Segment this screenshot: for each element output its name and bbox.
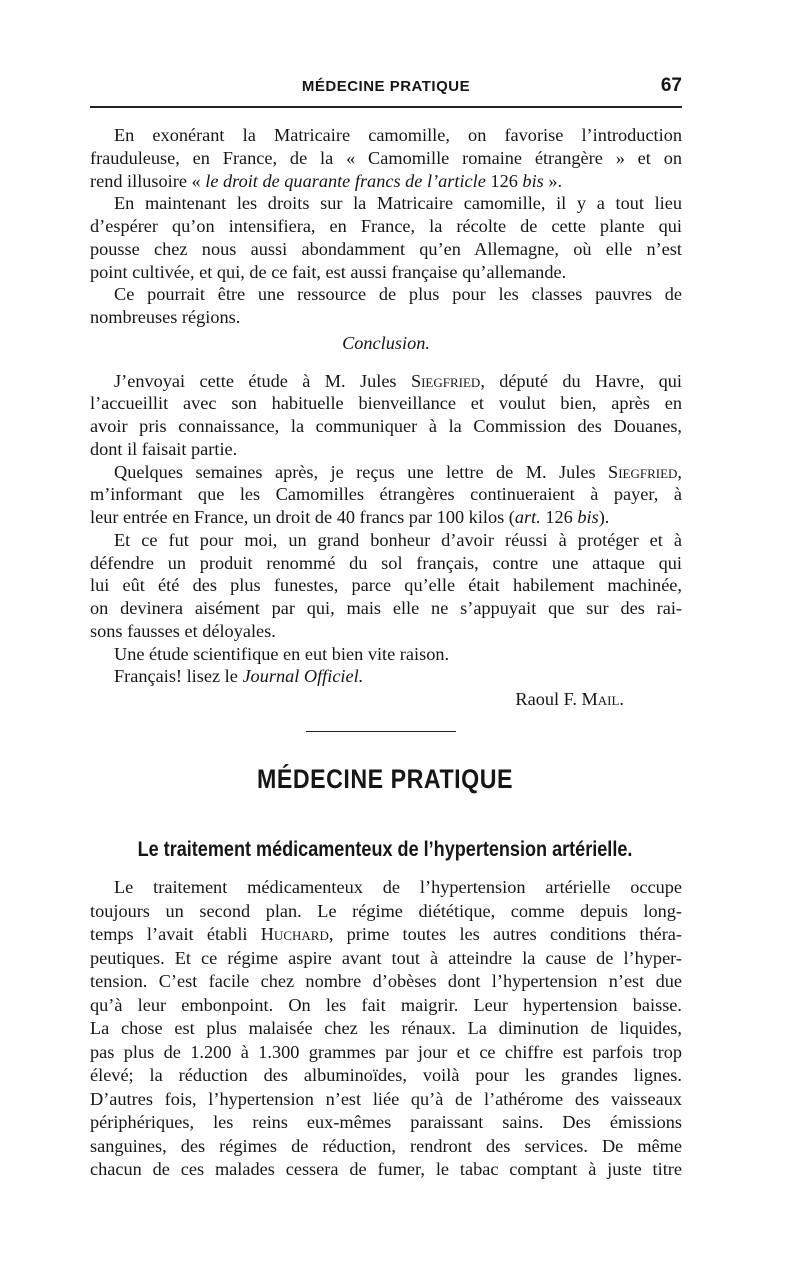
small-caps-name: Siegfried — [608, 461, 678, 482]
conclusion-heading: Conclusion. — [342, 332, 430, 353]
text-line: Et ce fut pour moi, un grand bonheur d’avoir réussi à protéger et à — [114, 529, 682, 550]
text-line: d’espérer qu’on intensifiera, en France, la récolte de cette plante qui — [90, 216, 682, 236]
text-run: temps l’avait établi — [90, 924, 261, 944]
section-separator-rule — [306, 731, 456, 732]
text-line: point cultivée, et qui, de ce fait, est aussi française qu’allemande. — [90, 261, 567, 282]
article-title: Le traitement médicamenteux de l’hypertension artérielle. — [137, 838, 633, 861]
text-run: , — [677, 461, 682, 482]
text-line — [90, 923, 682, 947]
text-run: J’envoyai cette étude à M. Jules — [114, 370, 411, 391]
text-line: Une étude scientifique en eut bien vite raison. — [114, 643, 450, 664]
text-run: leur entrée en France, un droit de 40 francs par 100 kilos ( — [90, 507, 515, 527]
italic-text: art. — [514, 507, 541, 527]
text-line: D’autres fois, l’hypertension n’est liée qu’à de l’athérome des vaisseaux — [90, 1088, 682, 1109]
signature-surname: Mail — [581, 689, 620, 709]
text-line: élevé; la réduction des albuminoïdes, voilà pour les grandes lignes. — [90, 1065, 682, 1085]
text-run: , député du Havre, qui — [480, 370, 683, 391]
text-line: Ce pourrait être une ressource de plus pour les classes pauvres de — [114, 284, 682, 305]
text-line: m’informant que les Camomilles étrangères continueraient à payer, à — [90, 484, 682, 505]
text-line: nombreuses régions. — [90, 307, 241, 327]
text-line: on devinera aisément par qui, mais elle ne s’appuyait que sur des rai- — [90, 598, 682, 618]
text-line — [90, 461, 682, 484]
text-line: toujours un second plan. Le régime diététique, comme depuis long- — [90, 900, 682, 921]
text-line: pas plus de 1.200 à 1.300 grammes par jour et ce chiffre est parfois trop — [90, 1041, 682, 1062]
text-run: ). — [598, 507, 610, 527]
text-line — [90, 170, 682, 193]
text-line: défendre un produit renommé du sol français, contre une attaque qui — [90, 552, 682, 573]
small-caps-name: Huchard — [260, 924, 329, 944]
text-line — [90, 506, 682, 529]
text-run: . — [619, 689, 624, 709]
header-rule — [90, 106, 682, 108]
text-line — [90, 665, 682, 688]
text-run: Français! lisez le — [114, 666, 243, 687]
text-line: La chose est plus malaisée chez les rénaux. La diminution de liquides, — [90, 1018, 682, 1038]
text-run: ». — [543, 170, 563, 191]
text-run: 126 — [540, 507, 578, 527]
text-line: sons fausses et déloyales. — [90, 620, 276, 641]
section-title: MÉDECINE PRATIQUE — [256, 764, 514, 794]
text-run: Quelques semaines après, je reçus une lettre de M. Jules — [114, 461, 609, 482]
running-head — [90, 75, 682, 101]
text-run: , prime toutes les autres conditions théra- — [328, 924, 682, 944]
italic-text: Journal Officiel. — [242, 666, 364, 687]
text-run: 126 — [485, 170, 523, 191]
text-line: peutiques. Et ce régime aspire avant tout à atteindre la cause de l’hyper- — [90, 947, 682, 968]
italic-text: bis — [577, 507, 599, 527]
text-line: En maintenant les droits sur la Matricaire camomille, il y a tout lieu — [114, 193, 682, 214]
text-line: l’accueillit avec son habituelle bienveillance et voulut bien, après en — [90, 393, 682, 414]
italic-text: bis — [522, 170, 544, 191]
article-body-bottom — [90, 876, 682, 1182]
text-line: qu’à leur embonpoint. On les fait maigrir. Leur hypertension baisse. — [90, 994, 682, 1015]
text-line: sanguines, des régimes de réduction, rendront des services. De même — [90, 1135, 682, 1156]
article-body-top — [90, 124, 682, 711]
text-run: rend illusoire « — [90, 170, 206, 191]
text-line: tension. C’est facile chez nombre d’obèses dont l’hypertension n’est due — [90, 971, 682, 991]
italic-text: le droit de quarante francs de l’article — [205, 170, 486, 191]
text-line: lui eût été des plus funestes, parce qu’elle était habilement machinée, — [90, 575, 682, 596]
small-caps-name: Siegfried — [410, 370, 481, 391]
page-number: 67 — [660, 75, 682, 96]
signature — [90, 688, 682, 711]
text-line — [90, 370, 682, 393]
text-line: dont il faisait partie. — [90, 438, 238, 459]
text-line: périphériques, les reins eux-mêmes paraissant sains. Des émissions — [90, 1112, 682, 1132]
running-head-title: MÉDECINE PRATIQUE — [301, 78, 471, 95]
text-line: En exonérant la Matricaire camomille, on favorise l’introduction — [114, 125, 682, 145]
text-line: avoir pris connaissance, la communiquer à la Commission des Douanes, — [90, 416, 682, 436]
text-line: pousse chez nous aussi abondamment qu’en Allemagne, où elle n’est — [90, 238, 682, 259]
text-line: Le traitement médicamenteux de l’hypertension artérielle occupe — [114, 877, 682, 897]
signature-name: Raoul F. — [515, 689, 582, 709]
text-line: frauduleuse, en France, de la « Camomille romaine étrangère » et on — [90, 147, 682, 168]
text-line: chacun de ces malades cessera de fumer, le tabac comptant à juste titre — [90, 1159, 682, 1179]
